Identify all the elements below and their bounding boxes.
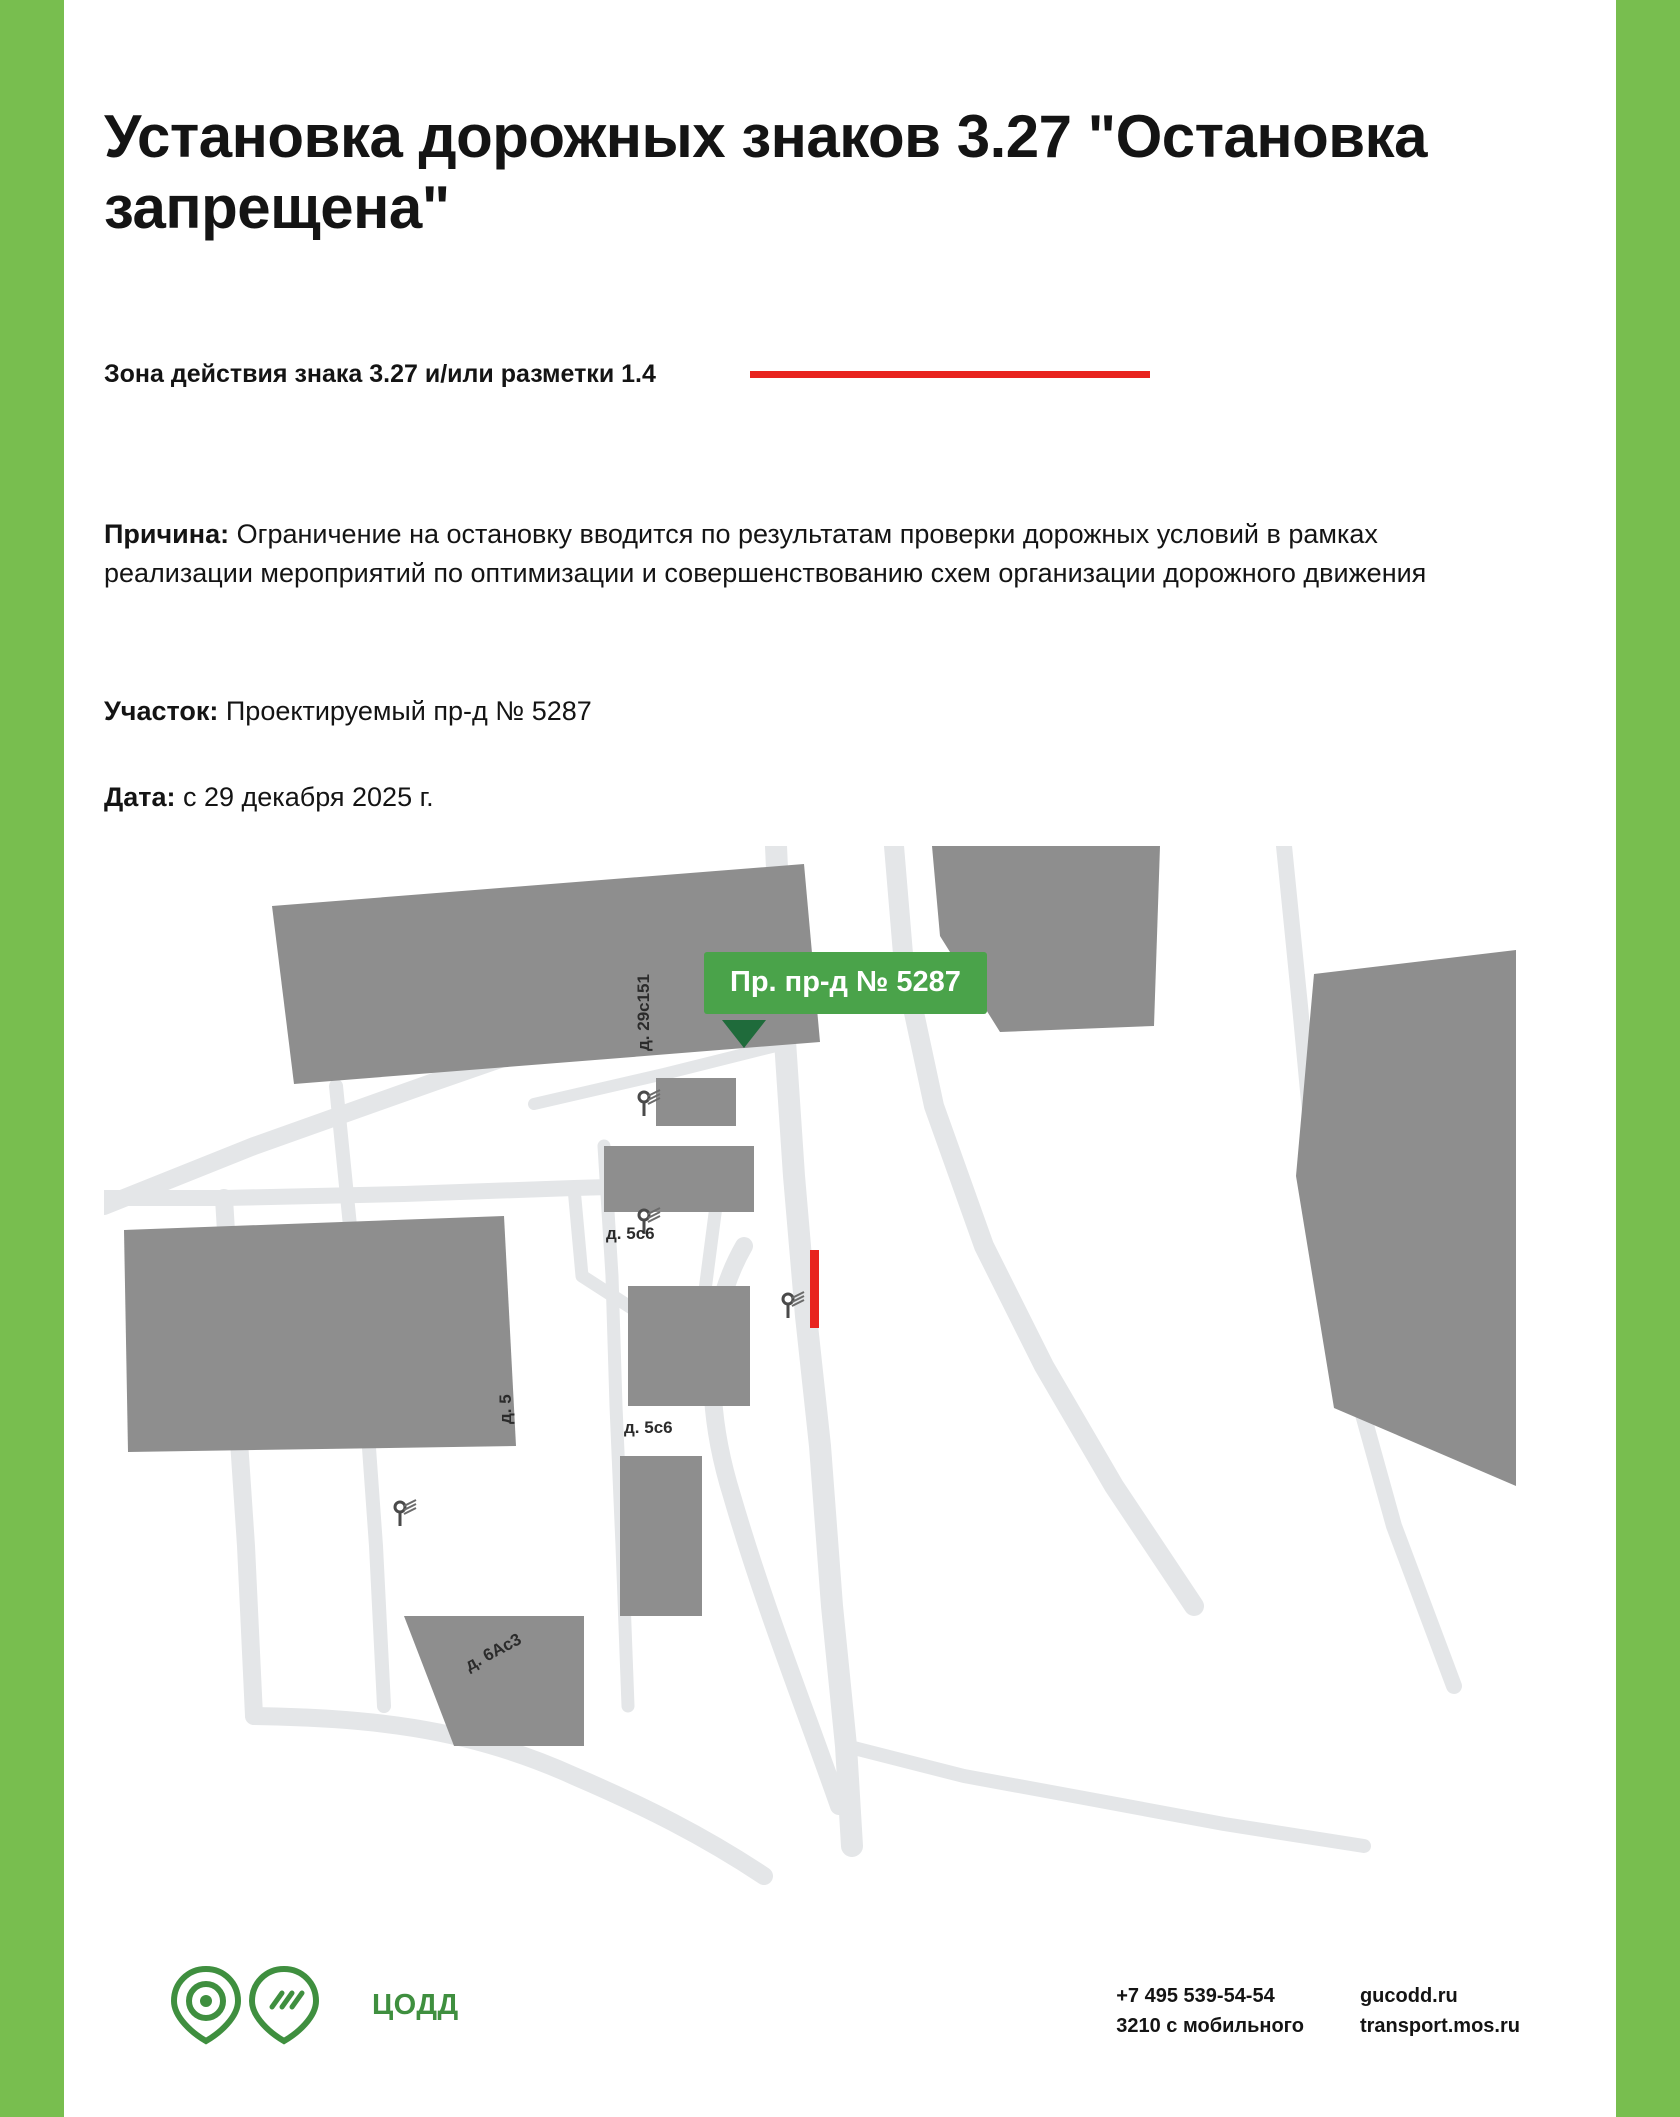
building-small-2 xyxy=(620,1456,702,1616)
footer-phone-1: +7 495 539-54-54 xyxy=(1116,1985,1275,2007)
sign-marker-4 xyxy=(395,1500,416,1526)
restriction-zone-segment xyxy=(810,1250,819,1328)
area-row xyxy=(104,693,1504,731)
map-label-6A3: д. 6Ас3 xyxy=(462,1629,525,1675)
reason-text: Ограничение на остановку вводится по результатам проверки дорожных условий в рамках реализации мероприятий по оптимизации и совершенствованию схем организации дорожного движения xyxy=(104,519,1427,588)
codd-logo-text: ЦОДД xyxy=(372,1988,459,2021)
codd-logo-icon xyxy=(168,1965,358,2045)
building-right-large xyxy=(1296,950,1516,1486)
building-small-1 xyxy=(656,1078,736,1126)
footer-site-2[interactable]: transport.mos.ru xyxy=(1359,2015,1520,2037)
map-figure xyxy=(104,846,1576,1886)
footer xyxy=(0,1927,1680,2117)
footer-phone-2: 3210 с мобильного xyxy=(1116,2015,1304,2037)
map-callout: Пр. пр-д № 5287 xyxy=(704,952,987,1014)
page-title: Установка дорожных знаков 3.27 "Остановка запрещена" xyxy=(104,103,1428,241)
date-label: Дата: xyxy=(104,782,176,812)
map-label-5c6-top: д. 5с6 xyxy=(606,1224,655,1243)
building-5c6-top xyxy=(604,1146,754,1212)
footer-site-1[interactable]: gucodd.ru xyxy=(1359,1985,1458,2007)
zone-red-line xyxy=(750,371,1150,378)
footer-phones xyxy=(1116,1981,1304,2041)
footer-contacts xyxy=(1116,1981,1520,2041)
map-label-5c6-bottom: д. 5с6 xyxy=(624,1418,673,1437)
map-label-5: д. 5 xyxy=(496,1394,515,1424)
zone-subtitle-row xyxy=(104,360,1504,389)
area-label: Участок: xyxy=(104,696,219,726)
building-5 xyxy=(124,1216,516,1452)
right-green-bar xyxy=(1616,0,1680,2117)
codd-logo xyxy=(168,1965,459,2045)
reason-paragraph xyxy=(104,515,1504,593)
building-5c6-bottom xyxy=(628,1286,750,1406)
date-value: с 29 декабря 2025 г. xyxy=(183,782,434,812)
footer-sites xyxy=(1360,1981,1520,2041)
zone-subtitle: Зона действия знака 3.27 и/или разметки 1.4 xyxy=(104,360,656,388)
callout-pointer xyxy=(722,1020,766,1048)
reason-label: Причина: xyxy=(104,519,230,549)
left-green-bar xyxy=(0,0,64,2117)
area-value: Проектируемый пр-д № 5287 xyxy=(225,696,592,726)
map-label-29c151: д. 29с151 xyxy=(634,974,653,1051)
date-row xyxy=(104,779,1504,817)
